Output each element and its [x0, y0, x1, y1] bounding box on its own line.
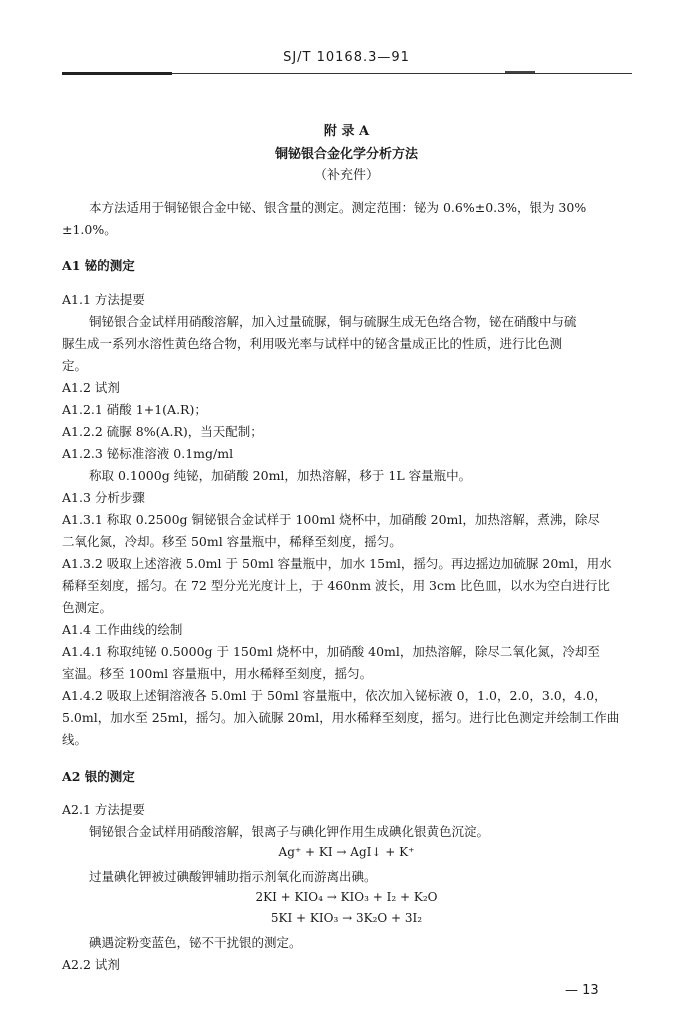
paragraph-line: 称取 0.1000g 纯铋，加硝酸 20ml，加热溶解，移于 1L 容量瓶中。	[89, 468, 472, 483]
equation: 2KI + KIO₄ → KIO₃ + I₂ + K₂O	[255, 890, 438, 904]
section-heading: A1 铋的测定	[62, 258, 135, 273]
paragraph-line: 过量碘化钾被过碘酸钾辅助指示剂氧化而游离出碘。	[89, 869, 377, 884]
item-line: 室温。移至 100ml 容量瓶中，用水稀释至刻度，摇匀。	[62, 666, 373, 681]
appendix-title: 铜铋银合金化学分析方法	[274, 147, 418, 162]
item-line: A1.2.1 硝酸 1+1(A.R)；	[62, 402, 207, 417]
equation: Ag⁺ + KI → AgI↓ + K⁺	[278, 845, 415, 859]
item-line: 5.0ml，加水至 25ml，摇匀。加入硫脲 20ml，用水稀释至刻度，摇匀。进行比色测定并绘制工作曲	[62, 710, 620, 725]
item-line: 线。	[62, 732, 88, 747]
subsection-heading: A1.3 分析步骤	[62, 490, 145, 505]
subsection-heading: A2.2 试剂	[62, 957, 120, 972]
paragraph-line: 定。	[62, 358, 88, 373]
paragraph-line: 脲生成一系列水溶性黄色络合物，利用吸光率与试样中的铋含量成正比的性质，进行比色测	[62, 336, 563, 351]
paragraph-line: 铜铋银合金试样用硝酸溶解，加入过量硫脲，铜与硫脲生成无色络合物，铋在硝酸中与硫	[89, 314, 577, 329]
item-line: A1.2.2 硫脲 8%(A.R)，当天配制；	[62, 424, 263, 439]
item-line: 二氧化氮，冷却。移至 50ml 容量瓶中，稀释至刻度，摇匀。	[62, 534, 402, 549]
item-line: A1.2.3 铋标准溶液 0.1mg/ml	[62, 446, 234, 461]
paragraph-line: 碘遇淀粉变蓝色，铋不干扰银的测定。	[89, 935, 302, 950]
header-rule-accent	[62, 72, 172, 75]
item-line: 稀释至刻度，摇匀。在 72 型分光光度计上，于 460nm 波长，用 3cm 比色皿，以水为空白进行比	[62, 578, 610, 593]
standard-number: SJ/T 10168.3—91	[283, 50, 410, 65]
intro-line: ±1.0%。	[62, 222, 117, 237]
subsection-heading: A1.2 试剂	[62, 380, 120, 395]
item-line: A1.3.2 吸取上述溶液 5.0ml 于 50ml 容量瓶中，加水 15ml，摇匀。再边摇边加硫脲 20ml，用水	[62, 556, 612, 571]
paragraph-line: 铜铋银合金试样用硝酸溶解，银离子与碘化钾作用生成碘化银黄色沉淀。	[89, 824, 490, 839]
subsection-heading: A2.1 方法提要	[62, 802, 145, 817]
item-line: A1.3.1 称取 0.2500g 铜铋银合金试样于 100ml 烧杯中，加硝酸 20ml，加热溶解，煮沸，除尽	[62, 512, 600, 527]
item-line: 色测定。	[62, 600, 113, 615]
appendix-label: 附 录 A	[323, 124, 370, 139]
item-line: A1.4.1 称取纯铋 0.5000g 于 150ml 烧杯中，加硝酸 40ml，加热溶解，除尽二氧化氮，冷却至	[62, 644, 600, 659]
appendix-note: （补充件）	[313, 168, 379, 183]
header-rule-mark	[505, 71, 535, 73]
item-line: A1.4.2 吸取上述铜溶液各 5.0ml 于 50ml 容量瓶中，依次加入铋标液 0，1.0，2.0，3.0，4.0，	[62, 688, 607, 703]
subsection-heading: A1.4 工作曲线的绘制	[62, 622, 183, 637]
intro-line: 本方法适用于铜铋银合金中铋、银含量的测定。测定范围：铋为 0.6%±0.3%，银为 30%	[89, 200, 587, 215]
page-number: — 13	[565, 983, 599, 998]
equation: 5KI + KIO₃ → 3K₂O + 3I₂	[270, 911, 423, 925]
section-heading: A2 银的测定	[62, 769, 135, 784]
subsection-heading: A1.1 方法提要	[62, 292, 145, 307]
